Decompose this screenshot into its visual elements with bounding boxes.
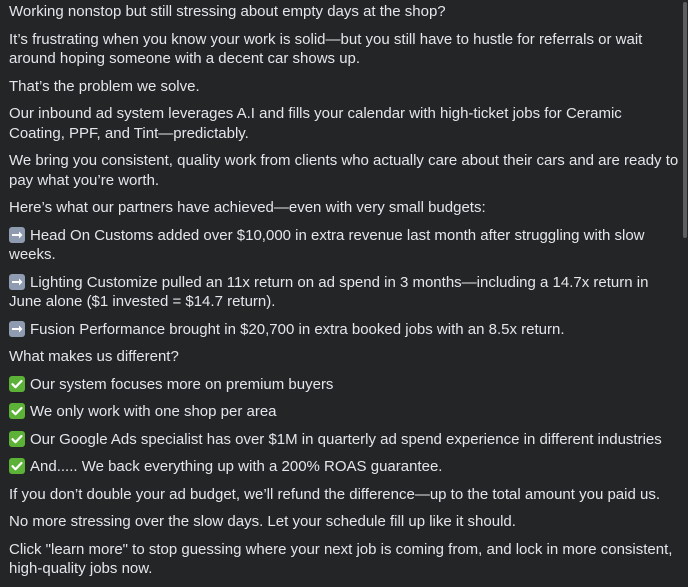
- differentiator-item-text: Our system focuses more on premium buyers: [30, 375, 334, 393]
- post-paragraph-guarantee: If you don’t double your ad budget, we’ll refund the difference—up to the total amount you paid us.: [9, 485, 660, 503]
- check-mark-emoji-icon: [9, 403, 25, 419]
- post-paragraph-system: Our inbound ad system leverages A.I and fills your calendar with high-ticket jobs for Ceramic Coating, PPF, and Tint—predictably.: [9, 105, 622, 142]
- right-arrow-emoji-icon: [9, 274, 25, 290]
- right-arrow-emoji-icon: [9, 321, 25, 337]
- result-item-text: Fusion Performance brought in $20,700 in extra booked jobs with an 8.5x return.: [30, 320, 565, 338]
- differentiator-item: [9, 375, 681, 395]
- check-mark-emoji-icon: [9, 458, 25, 474]
- differentiator-item-text: Our Google Ads specialist has over $1M in quarterly ad spend experience in different industries: [30, 430, 662, 448]
- scrollbar-track[interactable]: [682, 0, 688, 587]
- differentiator-item-text: We only work with one shop per area: [30, 403, 277, 420]
- differentiator-item: [9, 402, 681, 422]
- right-arrow-emoji-icon: [9, 227, 25, 243]
- post-paragraph-hook: Working nonstop but still stressing about empty days at the shop?: [9, 3, 446, 20]
- result-item: [9, 273, 681, 312]
- scrollbar-thumb[interactable]: [683, 2, 687, 238]
- differentiator-item: [9, 457, 681, 477]
- result-item-text: Head On Customs added over $10,000 in extra revenue last month after struggling with slow weeks.: [9, 226, 645, 263]
- result-item: [9, 226, 681, 265]
- post-paragraph-results-intro: Here’s what our partners have achieved—even with very small budgets:: [9, 199, 486, 216]
- differentiator-item: [9, 430, 681, 450]
- check-mark-emoji-icon: [9, 376, 25, 392]
- post-paragraph-no-stress: No more stressing over the slow days. Let your schedule fill up like it should.: [9, 513, 516, 530]
- ad-post-body: [9, 0, 681, 587]
- post-paragraph-different: What makes us different?: [9, 348, 179, 365]
- result-item-text: Lighting Customize pulled an 11x return on ad spend in 3 months—including a 14.7x return in June alone ($1 invested = $14.7 return).: [9, 273, 649, 310]
- result-item: [9, 320, 681, 340]
- post-paragraph-problem: It’s frustrating when you know your work is solid—but you still have to hustle for referrals or wait around hoping someone with a decent car shows up.: [9, 30, 643, 67]
- post-paragraph-value: We bring you consistent, quality work from clients who actually care about their cars and are ready to pay what you’re worth.: [9, 152, 679, 189]
- post-paragraph-cta: Click "learn more" to stop guessing where your next job is coming from, and lock in more consistent, high-quality jobs now.: [9, 540, 673, 577]
- post-paragraph-solve: That’s the problem we solve.: [9, 77, 200, 95]
- differentiator-item-text: And..... We back everything up with a 200% ROAS guarantee.: [30, 458, 443, 475]
- check-mark-emoji-icon: [9, 431, 25, 447]
